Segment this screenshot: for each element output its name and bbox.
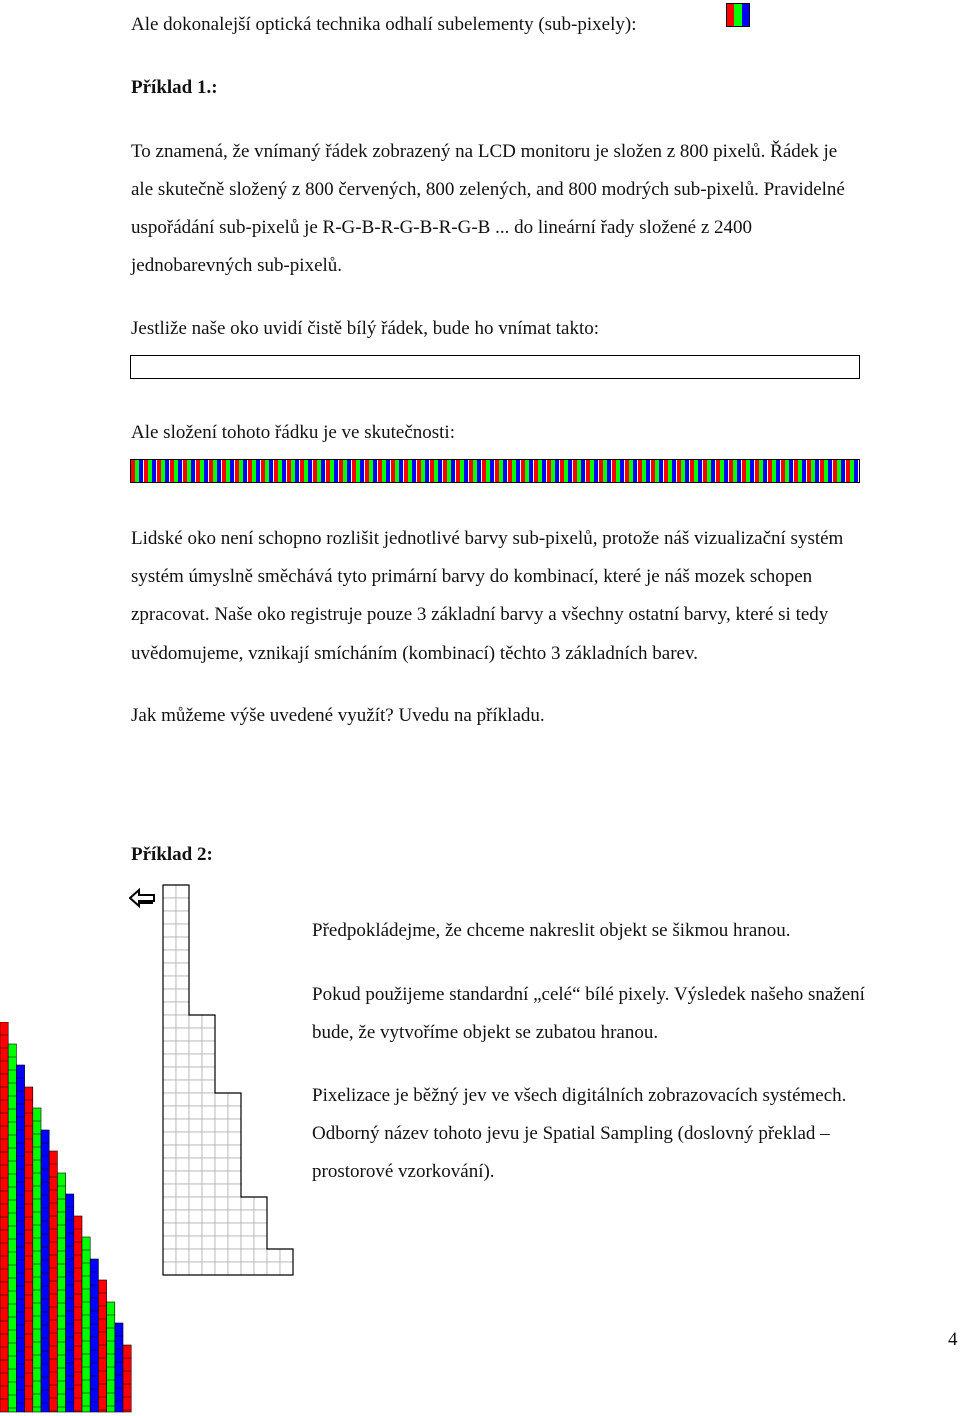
grid-pixel [202,1028,215,1041]
grid-pixel [176,937,189,950]
grid-pixel [241,1236,254,1249]
grid-pixel [202,1132,215,1145]
grid-pixel [176,898,189,911]
question-line: Jak můžeme výše uvedené využít? Uvedu na příkladu. [131,705,545,726]
subpixel-edge-staircase [0,1022,135,1416]
paragraph2-line4: uvědomujeme, vznikají smícháním (kombinací) těchto 3 základních barev. [131,643,698,664]
grid-pixel [176,976,189,989]
grid-pixel [189,1184,202,1197]
grid-pixel [189,1106,202,1119]
green-subpixel [734,4,741,26]
grid-pixel [176,950,189,963]
grid-pixel [163,1067,176,1080]
grid-pixel [202,1197,215,1210]
grid-pixel [202,1158,215,1171]
grid-pixel [189,1210,202,1223]
grid-pixel [163,1041,176,1054]
grid-pixel [202,1119,215,1132]
subpixel-stripe [98,1280,106,1412]
subpixel-stripe [66,1194,74,1412]
grid-pixel [228,1184,241,1197]
grid-pixel [241,1210,254,1223]
grid-pixel [254,1236,267,1249]
paragraph1-line2: ale skutečně složený z 800 červených, 800 zelených, and 800 modrých sub-pixelů. Pravidelné [131,179,845,200]
grid-pixel [228,1262,241,1275]
grid-pixel [189,1145,202,1158]
grid-pixel [163,989,176,1002]
grid-pixel [215,1184,228,1197]
grid-pixel [202,1171,215,1184]
grid-pixel [202,1262,215,1275]
paragraph1-line3: uspořádání sub-pixelů je R-G-B-R-G-B-R-G-B ... do lineární řady složené z 2400 [131,217,753,238]
grid-pixel [202,1054,215,1067]
grid-pixel [176,1145,189,1158]
red-subpixel [727,4,734,26]
grid-pixel [176,1171,189,1184]
grid-pixel [228,1106,241,1119]
grid-pixel [163,937,176,950]
grid-pixel [215,1236,228,1249]
grid-pixel [163,1236,176,1249]
grid-pixel [163,1132,176,1145]
subpixel-stripe [25,1087,33,1412]
grid-pixel [163,1210,176,1223]
grid-pixel [202,1223,215,1236]
rgb-row-caption: Ale složení tohoto řádku je ve skutečnosti: [131,422,455,443]
grid-pixel [163,976,176,989]
grid-pixel [163,963,176,976]
grid-pixel [176,1249,189,1262]
grid-pixel [163,1028,176,1041]
paragraph2-line3: zpracovat. Naše oko registruje pouze 3 základní barvy a všechny ostatní barvy, které si tedy [131,604,829,625]
grid-pixel [228,1093,241,1106]
grid-pixel [176,1041,189,1054]
grid-pixel [163,1158,176,1171]
grid-pixel [189,1041,202,1054]
grid-pixel [189,1132,202,1145]
grid-pixel [163,1015,176,1028]
example2-heading: Příklad 2: [131,844,213,865]
grid-pixel [254,1249,267,1262]
grid-pixel [176,1210,189,1223]
grid-pixel [202,1067,215,1080]
grid-pixel [163,1197,176,1210]
grid-pixel [163,1145,176,1158]
grid-pixel [202,1236,215,1249]
subpixel-stripe [41,1130,49,1412]
jagged-edge-pixel-grid [162,884,297,1279]
grid-pixel [176,963,189,976]
grid-pixel [176,1158,189,1171]
grid-pixel [189,1080,202,1093]
grid-pixel [189,1223,202,1236]
grid-pixel [176,1093,189,1106]
grid-pixel [176,1236,189,1249]
grid-pixel [215,1197,228,1210]
grid-pixel [176,1223,189,1236]
grid-pixel [254,1223,267,1236]
grid-pixel [176,1002,189,1015]
grid-pixel [163,1106,176,1119]
paragraph2-line2: systém úmyslně směchává tyto primární barvy do kombinací, které je náš mozek schopen [131,566,813,587]
right-text-3-line3: prostorové vzorkování). [312,1161,495,1182]
page-number: 4 [948,1329,958,1350]
grid-pixel [163,1249,176,1262]
grid-pixel [228,1249,241,1262]
right-text-2-line1: Pokud použijeme standardní „celé“ bílé pixely. Výsledek našeho snažení [312,984,865,1005]
grid-pixel [215,1210,228,1223]
grid-pixel [267,1249,280,1262]
grid-pixel [215,1249,228,1262]
grid-pixel [163,950,176,963]
grid-pixel [189,1171,202,1184]
grid-pixel [254,1262,267,1275]
grid-pixel [202,1093,215,1106]
grid-pixel [189,1158,202,1171]
left-arrow-icon [129,887,155,911]
right-text-3-line1: Pixelizace je běžný jev ve všech digitálních zobrazovacích systémech. [312,1085,847,1106]
grid-pixel [163,1262,176,1275]
grid-pixel [280,1262,293,1275]
grid-pixel [202,1041,215,1054]
grid-pixel [215,1119,228,1132]
grid-pixel [176,1015,189,1028]
grid-pixel [189,1093,202,1106]
grid-pixel [189,1249,202,1262]
grid-pixel [189,1067,202,1080]
grid-pixel [189,1197,202,1210]
grid-pixel [163,1119,176,1132]
grid-pixel [241,1262,254,1275]
right-text-3-line2: Odborný název tohoto jevu je Spatial Sampling (doslovný překlad – [312,1123,830,1144]
grid-pixel [189,1015,202,1028]
subpixel-stripe [74,1216,82,1412]
grid-pixel [176,1197,189,1210]
grid-pixel [163,1093,176,1106]
grid-pixel [228,1145,241,1158]
grid-pixel [215,1262,228,1275]
grid-pixel [215,1093,228,1106]
grid-pixel [163,1171,176,1184]
subpixel-stripe [107,1302,115,1412]
example1-heading: Příklad 1.: [131,77,218,98]
grid-pixel [163,1080,176,1093]
subpixel-stripe [115,1323,123,1412]
white-pixel-row [130,355,860,379]
right-text-2-line2: bude, že vytvoříme objekt se zubatou hranou. [312,1022,659,1043]
grid-pixel [241,1197,254,1210]
subpixel-stripe [8,1044,16,1412]
grid-pixel [163,885,176,898]
grid-pixel [228,1236,241,1249]
grid-pixel [176,1028,189,1041]
grid-pixel [189,1119,202,1132]
grid-pixel [202,1210,215,1223]
grid-pixel [176,885,189,898]
grid-pixel [189,1236,202,1249]
grid-pixel [176,1184,189,1197]
grid-pixel [176,1080,189,1093]
grid-pixel [228,1119,241,1132]
grid-pixel [176,1119,189,1132]
grid-pixel [202,1106,215,1119]
grid-pixel [176,1262,189,1275]
grid-pixel [176,989,189,1002]
grid-pixel [228,1223,241,1236]
grid-pixel [241,1223,254,1236]
grid-pixel [215,1132,228,1145]
grid-pixel [176,924,189,937]
grid-pixel [176,911,189,924]
rgb-subpixel-row [130,459,860,483]
grid-pixel [215,1106,228,1119]
grid-pixel [202,1184,215,1197]
grid-pixel [228,1171,241,1184]
grid-pixel [202,1249,215,1262]
grid-pixel [228,1197,241,1210]
grid-pixel [254,1210,267,1223]
grid-pixel [163,924,176,937]
subpixel-stripe [123,1345,131,1412]
grid-pixel [176,1054,189,1067]
grid-pixel [163,898,176,911]
grid-pixel [176,1067,189,1080]
paragraph1-line4: jednobarevných sub-pixelů. [131,255,343,276]
grid-pixel [163,911,176,924]
grid-pixel [228,1132,241,1145]
grid-pixel [163,1223,176,1236]
grid-pixel [228,1158,241,1171]
grid-pixel [280,1249,293,1262]
grid-pixel [189,1028,202,1041]
paragraph2-line1: Lidské oko není schopno rozlišit jednotlivé barvy sub-pixelů, protože náš vizualizační systém [131,528,844,549]
grid-pixel [267,1262,280,1275]
grid-pixel [254,1197,267,1210]
blue-subpixel [742,4,749,26]
grid-pixel [215,1145,228,1158]
grid-pixel [163,1184,176,1197]
grid-pixel [215,1223,228,1236]
grid-pixel [215,1158,228,1171]
grid-pixel [202,1080,215,1093]
subpixel-stripe [57,1173,65,1412]
subpixel-stripe [33,1108,41,1412]
grid-pixel [215,1171,228,1184]
grid-pixel [202,1145,215,1158]
grid-pixel [228,1210,241,1223]
grid-pixel [241,1249,254,1262]
grid-pixel [163,1002,176,1015]
paragraph1-line1: To znamená, že vnímaný řádek zobrazený na LCD monitoru je složen z 800 pixelů. Řádek je [131,141,838,162]
grid-pixel [163,1054,176,1067]
white-row-caption: Jestliže naše oko uvidí čistě bílý řádek, bude ho vnímat takto: [131,318,600,339]
grid-pixel [189,1262,202,1275]
grid-pixel [189,1054,202,1067]
right-text-1: Předpokládejme, že chceme nakreslit objekt se šikmou hranou. [312,920,791,941]
intro-line: Ale dokonalejší optická technika odhalí subelementy (sub-pixely): [131,14,637,35]
grid-pixel [176,1106,189,1119]
subpixel-swatch [726,3,750,27]
grid-pixel [176,1132,189,1145]
grid-pixel [202,1015,215,1028]
